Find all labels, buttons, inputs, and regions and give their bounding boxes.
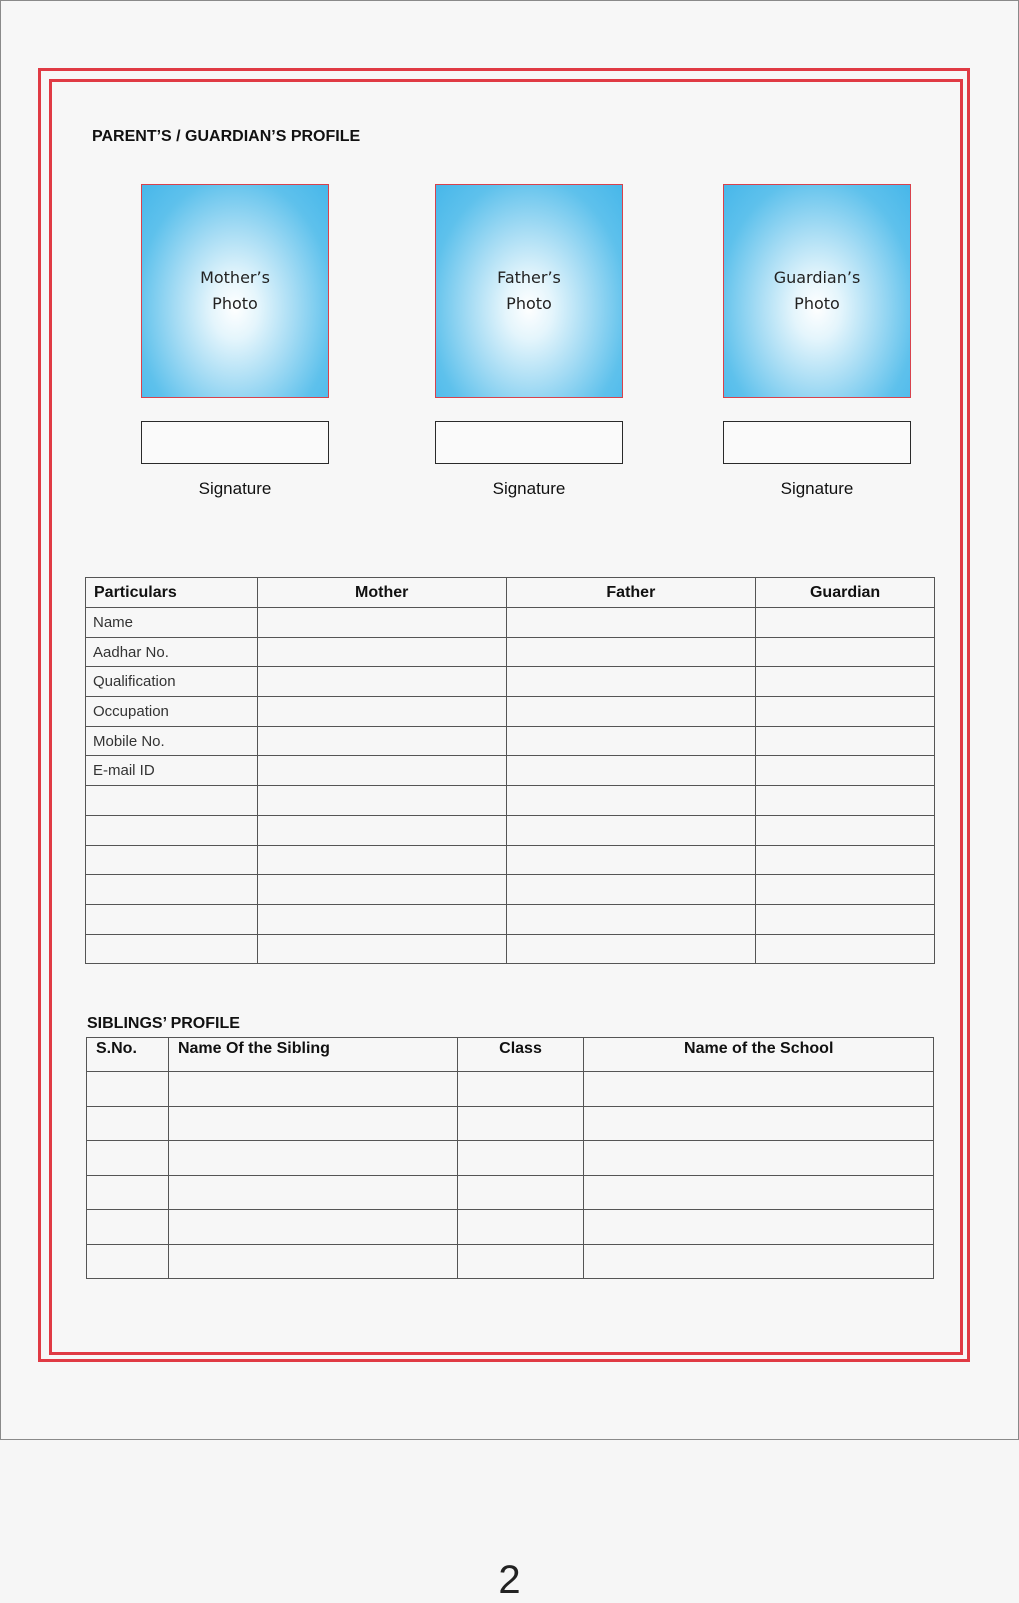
mother-email-cell[interactable] [257,756,506,786]
blank-cell[interactable] [584,1244,934,1279]
mother-signature-label: Signature [198,479,272,498]
blank-cell[interactable] [457,1210,584,1245]
blank-cell[interactable] [584,1210,934,1245]
blank-cell[interactable] [584,1072,934,1107]
blank-cell[interactable] [506,815,756,845]
blank-cell[interactable] [168,1106,457,1141]
row-label-occupation: Occupation [86,697,258,727]
siblings-profile-title: SIBLINGS’ PROFILE [87,1015,240,1032]
blank-cell[interactable] [756,904,935,934]
father-name-cell[interactable] [506,608,756,638]
mother-qualification-cell[interactable] [257,667,506,697]
blank-cell[interactable] [257,904,506,934]
header-sibling-name: Name Of the Sibling [168,1038,457,1072]
guardian-photo-box [723,184,911,398]
table-row [86,667,935,697]
father-aadhar-cell[interactable] [506,637,756,667]
blank-cell[interactable] [756,786,935,816]
guardian-photo-label-line2: Photo [794,294,840,313]
blank-cell[interactable] [87,1072,169,1107]
header-mother: Mother [257,578,506,608]
mother-photo-label-line1: Mother’s [200,268,270,287]
blank-cell[interactable] [506,934,756,964]
guardian-signature-box[interactable] [723,421,911,464]
guardian-occupation-cell[interactable] [756,697,935,727]
blank-cell[interactable] [87,1175,169,1210]
mother-name-cell[interactable] [257,608,506,638]
blank-cell[interactable] [584,1141,934,1176]
guardian-mobile-cell[interactable] [756,726,935,756]
row-label-mobile: Mobile No. [86,726,258,756]
father-mobile-cell[interactable] [506,726,756,756]
blank-cell[interactable] [756,845,935,875]
guardian-email-cell[interactable] [756,756,935,786]
blank-cell[interactable] [756,875,935,905]
guardian-qualification-cell[interactable] [756,667,935,697]
table-row [86,786,935,816]
blank-cell[interactable] [168,1210,457,1245]
table-row [86,756,935,786]
blank-cell[interactable] [756,815,935,845]
mother-mobile-cell[interactable] [257,726,506,756]
table-row [86,815,935,845]
blank-cell[interactable] [168,1141,457,1176]
father-qualification-cell[interactable] [506,667,756,697]
father-email-cell[interactable] [506,756,756,786]
row-label-qualification: Qualification [86,667,258,697]
blank-cell[interactable] [86,786,258,816]
header-guardian: Guardian [756,578,935,608]
mother-photo-box [141,184,329,398]
particulars-table [85,577,935,964]
table-header-row [87,1038,934,1072]
table-row [86,845,935,875]
blank-cell[interactable] [87,1106,169,1141]
father-photo-box [435,184,623,398]
blank-cell[interactable] [87,1141,169,1176]
header-school-name: Name of the School [584,1038,934,1072]
blank-cell[interactable] [457,1141,584,1176]
blank-cell[interactable] [86,875,258,905]
blank-cell[interactable] [506,904,756,934]
guardian-name-cell[interactable] [756,608,935,638]
father-occupation-cell[interactable] [506,697,756,727]
page-number: 2 [498,1558,521,1602]
father-photo-label-line1: Father’s [497,268,561,287]
table-row [86,608,935,638]
father-signature-box[interactable] [435,421,623,464]
guardian-aadhar-cell[interactable] [756,637,935,667]
blank-cell[interactable] [457,1106,584,1141]
blank-cell[interactable] [257,845,506,875]
blank-cell[interactable] [506,786,756,816]
blank-cell[interactable] [457,1244,584,1279]
mother-photo-label-line2: Photo [212,294,258,313]
table-row [86,875,935,905]
table-row [86,904,935,934]
header-sno: S.No. [87,1038,169,1072]
siblings-table [86,1037,934,1279]
table-header-row [86,578,935,608]
blank-cell[interactable] [86,904,258,934]
table-row [87,1106,934,1141]
table-row [87,1072,934,1107]
table-row [87,1244,934,1279]
table-row [87,1141,934,1176]
table-row [86,637,935,667]
mother-signature-box[interactable] [141,421,329,464]
row-label-aadhar: Aadhar No. [86,637,258,667]
guardian-photo-label-line1: Guardian’s [773,268,861,287]
table-row [86,726,935,756]
blank-cell[interactable] [506,845,756,875]
table-row [86,697,935,727]
blank-cell[interactable] [257,934,506,964]
blank-cell[interactable] [457,1072,584,1107]
blank-cell[interactable] [257,875,506,905]
blank-cell[interactable] [257,815,506,845]
father-photo-label-line2: Photo [506,294,552,313]
blank-cell[interactable] [756,934,935,964]
blank-cell[interactable] [86,815,258,845]
blank-cell[interactable] [86,845,258,875]
row-label-email: E-mail ID [86,756,258,786]
row-label-name: Name [86,608,258,638]
guardian-signature-label: Signature [780,479,854,498]
parents-profile-title: PARENT’S / GUARDIAN’S PROFILE [92,128,361,145]
mother-aadhar-cell[interactable] [257,637,506,667]
blank-cell[interactable] [506,875,756,905]
header-father: Father [506,578,756,608]
blank-cell[interactable] [584,1106,934,1141]
table-row [87,1210,934,1245]
blank-cell[interactable] [168,1244,457,1279]
blank-cell[interactable] [168,1072,457,1107]
header-class: Class [457,1038,584,1072]
mother-occupation-cell[interactable] [257,697,506,727]
header-particulars: Particulars [86,578,258,608]
blank-cell[interactable] [86,934,258,964]
blank-cell[interactable] [584,1175,934,1210]
table-row [87,1175,934,1210]
blank-cell[interactable] [87,1210,169,1245]
blank-cell[interactable] [87,1244,169,1279]
blank-cell[interactable] [457,1175,584,1210]
table-row [86,934,935,964]
father-signature-label: Signature [492,479,566,498]
blank-cell[interactable] [257,786,506,816]
blank-cell[interactable] [168,1175,457,1210]
